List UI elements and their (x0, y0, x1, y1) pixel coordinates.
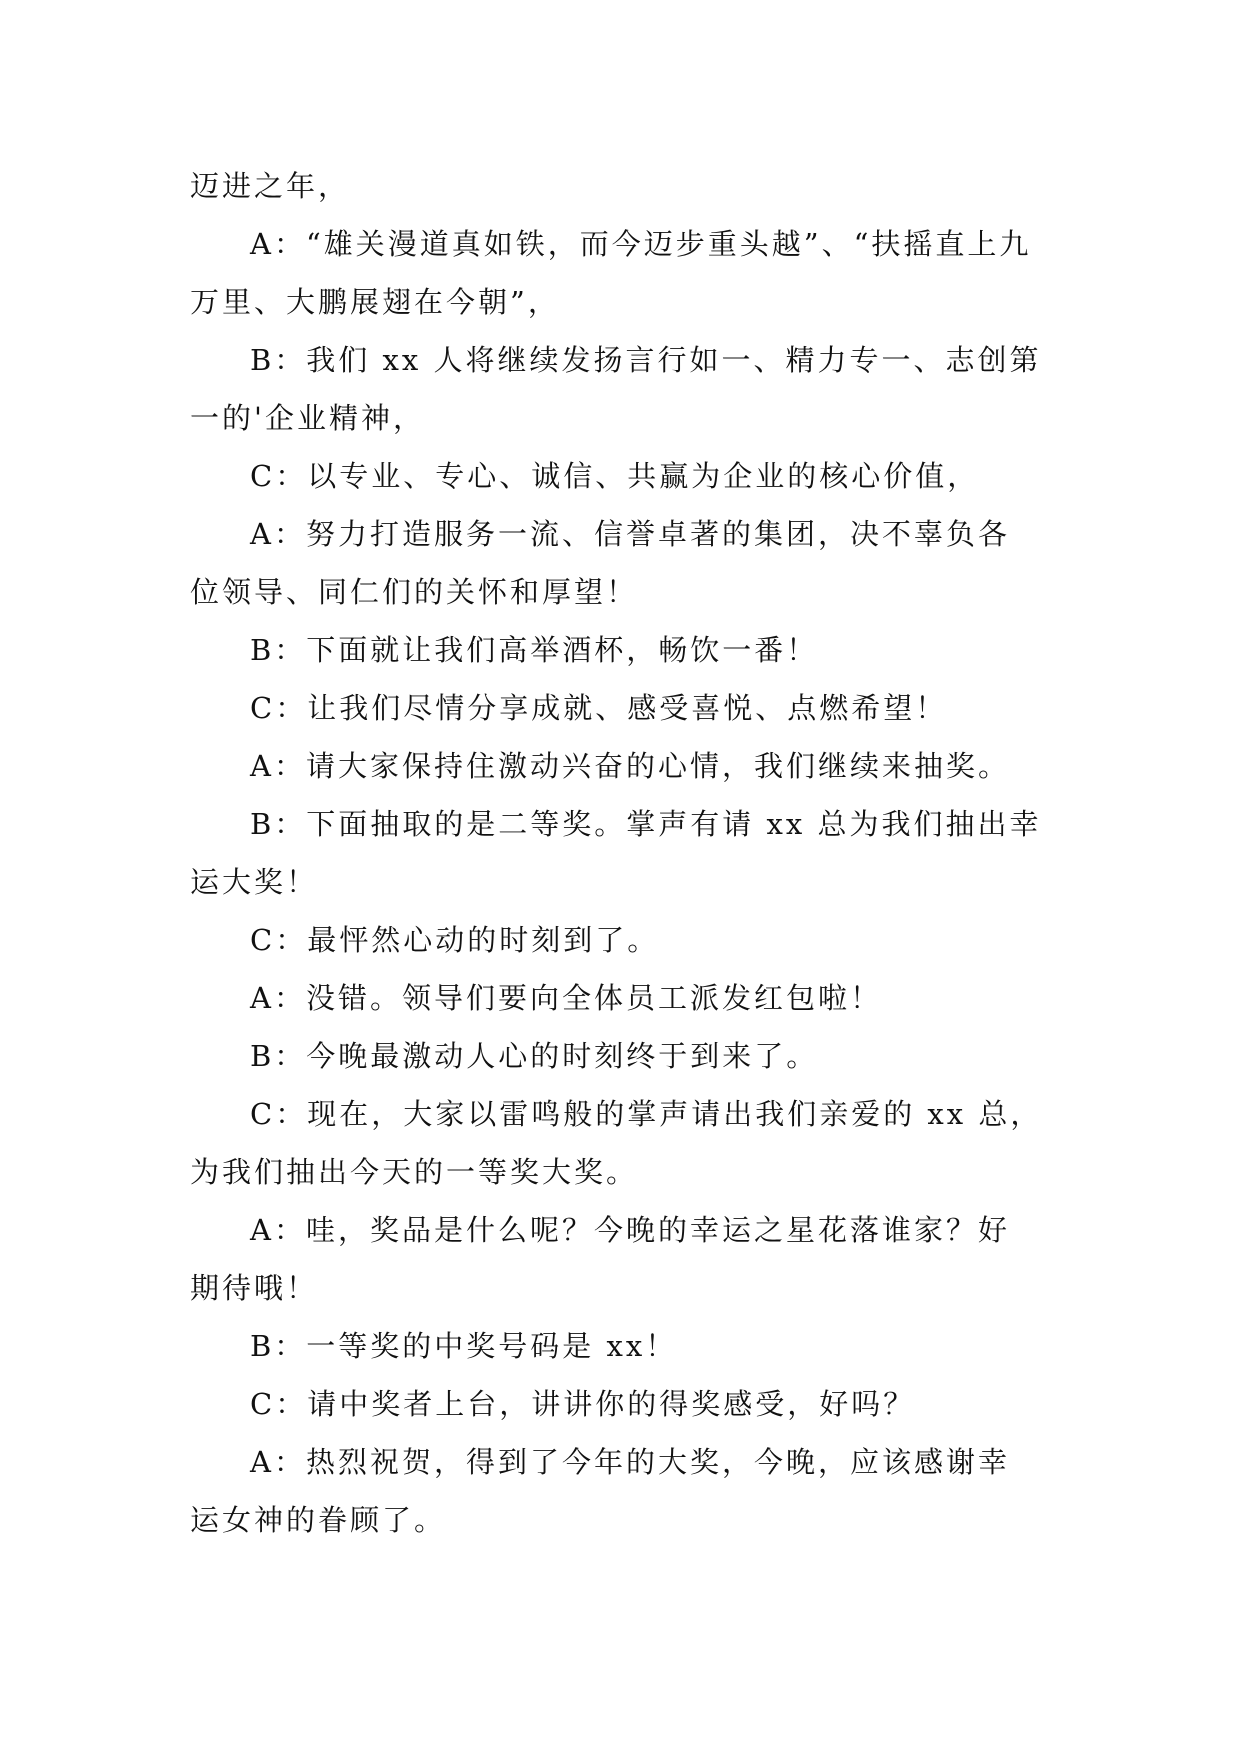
text-line: C：最怦然心动的时刻到了。 (250, 923, 660, 957)
text-line: B：下面就让我们高举酒杯，畅饮一番！ (250, 633, 819, 667)
text-line: 位领导、同仁们的关怀和厚望！ (190, 575, 639, 609)
text-line: 一的'企业精神， (190, 401, 425, 435)
text-line: C：让我们尽情分享成就、感受喜悦、点燃希望！ (250, 691, 948, 725)
text-line: B：我们 xx 人将继续发扬言行如一、精力专一、志创第 (250, 343, 1042, 377)
text-line: 运女神的眷顾了。 (190, 1503, 447, 1537)
text-line: B：一等奖的中奖号码是 xx！ (250, 1329, 678, 1363)
text-line: B：今晚最激动人心的时刻终于到来了。 (250, 1039, 819, 1073)
text-line: 万里、大鹏展翅在今朝”， (190, 285, 560, 319)
text-line: C：以专业、专心、诚信、共赢为企业的核心价值， (250, 459, 980, 493)
text-line: 为我们抽出今天的一等奖大奖。 (190, 1155, 639, 1189)
text-line: B：下面抽取的是二等奖。掌声有请 xx 总为我们抽出幸 (250, 807, 1042, 841)
text-line: 期待哦！ (190, 1271, 319, 1305)
text-line: C：现在，大家以雷鸣般的掌声请出我们亲爱的 xx 总， (250, 1097, 1043, 1131)
text-line: A：“雄关漫道真如铁，而今迈步重头越”、“扶摇直上九 (250, 227, 1032, 261)
text-line: A：努力打造服务一流、信誉卓著的集团，决不辜负各 (250, 517, 1010, 551)
text-line: C：请中奖者上台，讲讲你的得奖感受，好吗？ (250, 1387, 916, 1421)
text-line: A：没错。领导们要向全体员工派发红包啦！ (250, 981, 882, 1015)
text-line: A：哇，奖品是什么呢？今晚的幸运之星花落谁家？好 (250, 1213, 1010, 1247)
text-line: A：请大家保持住激动兴奋的心情，我们继续来抽奖。 (250, 749, 1010, 783)
text-line: 运大奖！ (190, 865, 319, 899)
text-line: 迈进之年， (190, 169, 351, 203)
text-line: A：热烈祝贺，得到了今年的大奖，今晚，应该感谢幸 (250, 1445, 1010, 1479)
document-body (190, 157, 1050, 1549)
